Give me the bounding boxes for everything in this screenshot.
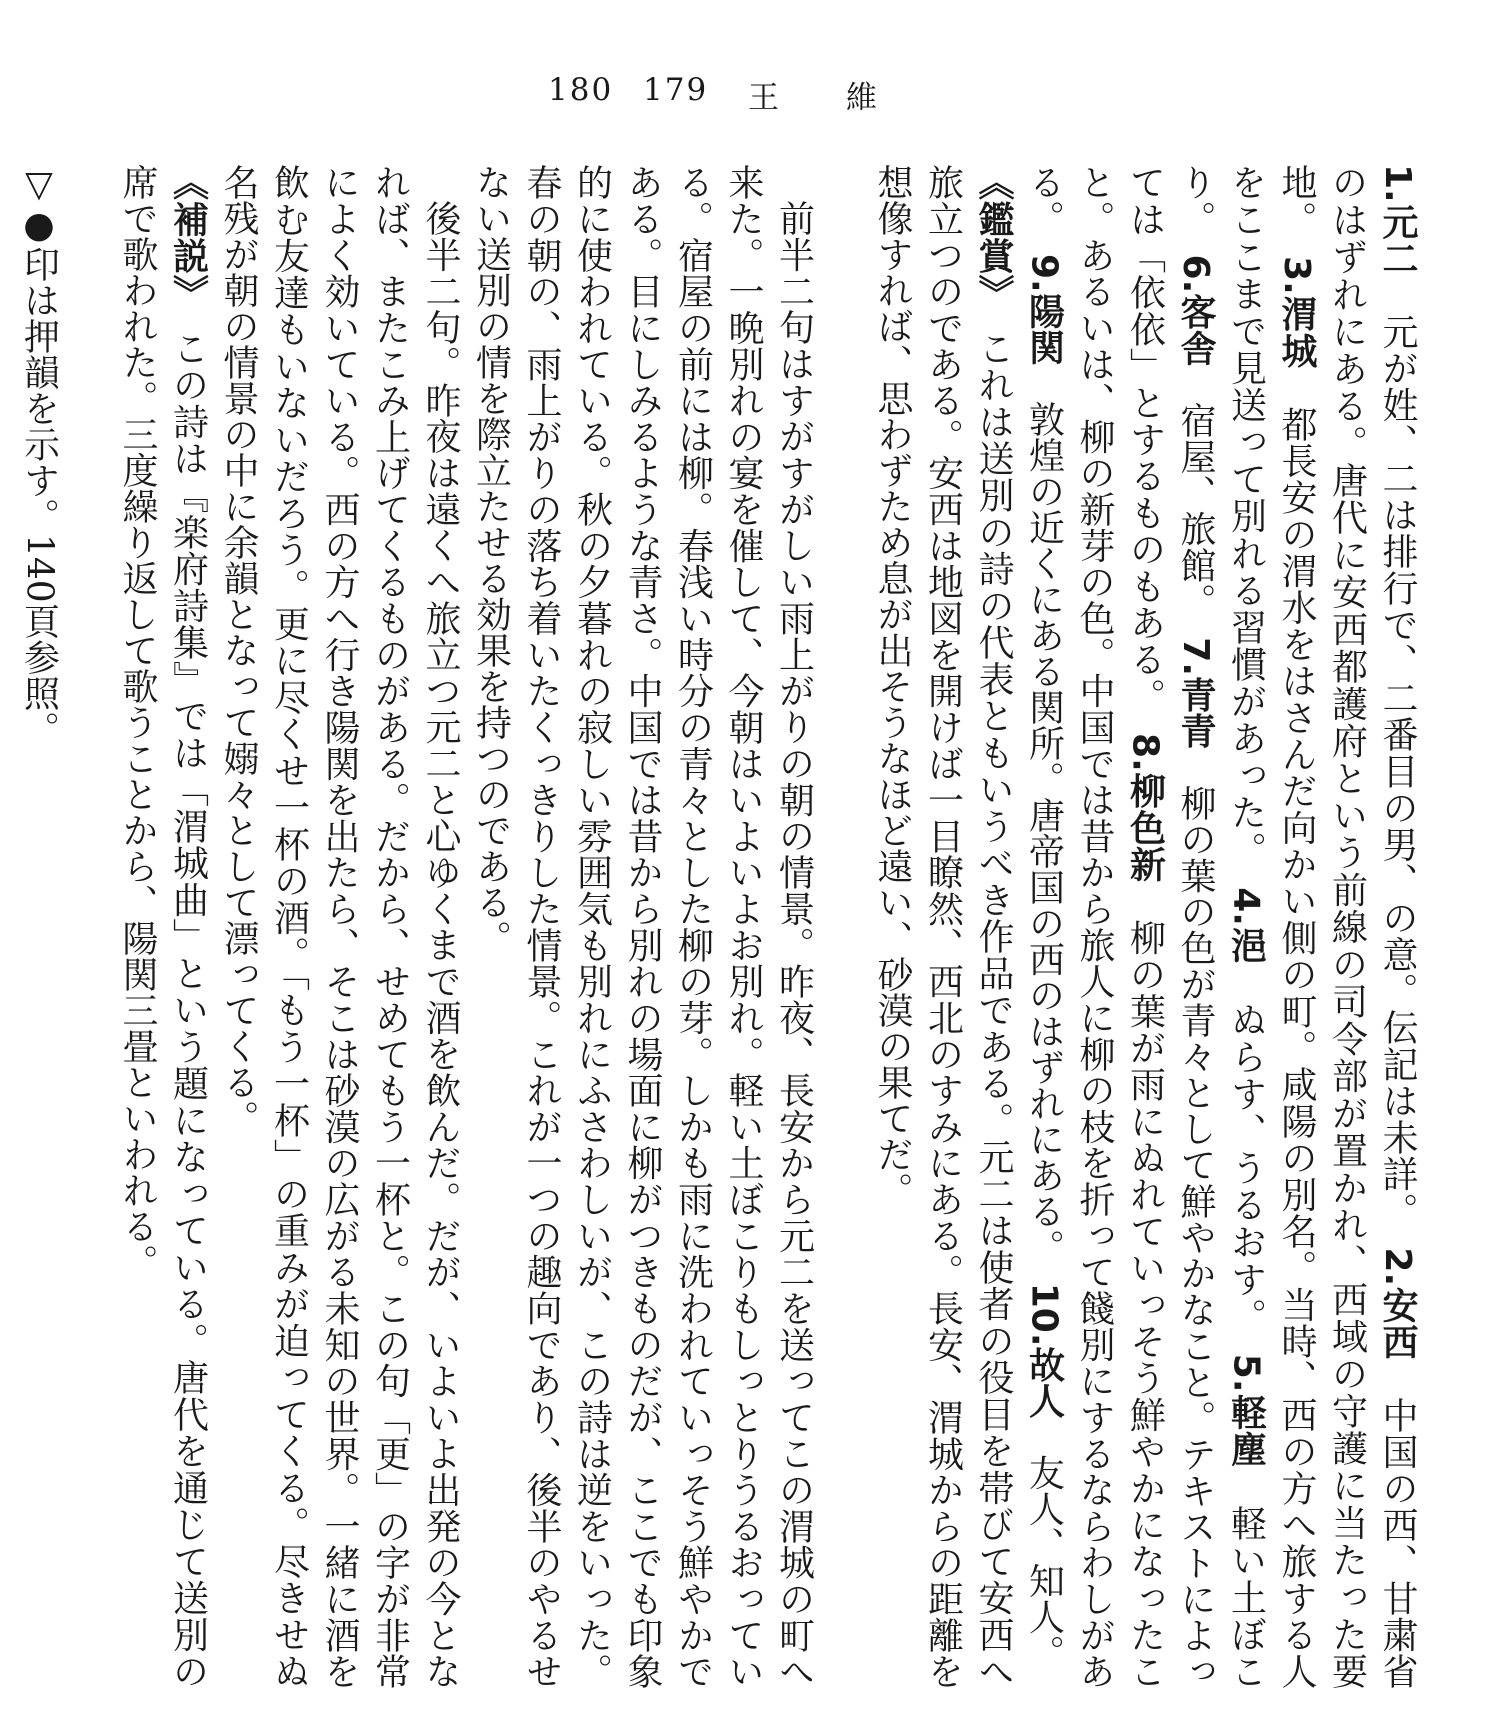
page-number-left: 180: [548, 72, 614, 108]
note-text: 中国の西、甘粛省のはずれにある。唐代に安西都護府という前線の司令部が置かれ、西域の守護に当たった要地。: [1276, 164, 1418, 1689]
note-term: 3.渭城: [1276, 256, 1317, 369]
note-term: 6.客舎: [1175, 254, 1216, 366]
note-text: 友人、知人。: [1023, 1454, 1065, 1653]
note-text: 軽い土ぼこり。: [1175, 164, 1267, 1690]
appreciation-text: これは送別の詩の代表ともいうべき作品である。元二は使者の役目を帯びて安西へ旅立つのである。安西は地図を開けば一目瞭然、西北のすみにある。長安、渭城からの距離を想像すれば、思わずため息が出そうなほど遠い、砂漠の果てだ。: [872, 164, 1014, 1690]
note-term: 5.軽塵: [1225, 1353, 1267, 1468]
annotation-notes: [1018, 164, 1422, 1689]
note-text: 宿屋、旅館。: [1175, 402, 1216, 602]
supplement-heading: 《補説》: [167, 164, 209, 294]
note-text: 敦煌の近くにある関所。唐帝国の西のはずれにある。: [1023, 400, 1065, 1247]
note-term: 7.青青: [1175, 637, 1216, 749]
note-term: 8.柳色新: [1124, 733, 1166, 883]
note-text: 柳の葉の色が青々として鮮やかなこと。テキストによっては「依依」とするものもある。: [1124, 164, 1216, 1690]
note-text: ぬらす、うるおす。: [1225, 1001, 1267, 1317]
page-number-right: 179: [643, 72, 709, 108]
appreciation-paragraph: 前半二句はすがすがしい雨上がりの朝の情景。昨夜、長安から元二を送ってこの渭城の町へ来た。一晩別れの宴を催して、今朝はいよいよお別れ。軽い土ぼこりもしっとりうるおっている。宿屋の前には柳。春浅い時分の青々とした柳の芽。しかも雨に洗われていっそう鮮やかである。目にしみるような青さ。中国では昔から別れの場面に柳がつきものだが、ここでも印象的に使われている。秋の夕暮れの寂しい雰囲気も別れにふさわしいが、この詩は逆をいった。春の朝の、雨上がりの落ち着いたくっきりした情景。これが一つの趣向であり、後半のやるせない送別の情を際立たせる効果を持つのである。: [470, 164, 815, 1690]
note-term: 1.元二: [1377, 164, 1418, 277]
rhyme-marker-icon: ▽●: [18, 164, 60, 246]
note-text: 柳の葉が雨にぬれていっそう鮮やかになったこと。あるいは、柳の新芽の色。中国では昔から旅人に柳の枝を折って餞別にするならわしがある。: [1023, 164, 1166, 1690]
vertical-text-body: [18, 164, 1422, 1690]
rhyme-legend: [13, 164, 64, 1689]
running-title: 王 維: [748, 80, 895, 116]
page-header: [0, 72, 1488, 122]
rhyme-legend-text: 印は押韻を示す。140頁参照。: [18, 246, 60, 747]
note-term: 4.浥: [1225, 887, 1267, 965]
note-text: 都長安の渭水をはさんだ向かい側の町。咸陽の別名。当時、西の方へ旅する人をここまで見送って別れる習慣があった。: [1225, 164, 1317, 1690]
appreciation-first-paragraph: [867, 164, 1019, 1689]
note-term: 10.故人: [1023, 1282, 1065, 1419]
appreciation-paragraph: 後半二句。昨夜は遠くへ旅立つ元二と心ゆくまで酒を飲んだ。だが、いよいよ出発の今となれば、またこみ上げてくるものがある。だから、せめてもう一杯と。この句「更」の字が非常によく効いている。西の方へ行き陽関を出たら、そこは砂漠の広がる未知の世界。一緒に酒を飲む友達もいないだろう。更に尽くせ一杯の酒。「もう一杯」の重みが迫ってくる。尽きせぬ名残が朝の情景の中に余韻となって嫋々として漂ってくる。: [218, 164, 461, 1690]
appreciation-heading: 《鑑賞》: [973, 164, 1014, 294]
note-term: 9.陽関: [1023, 254, 1065, 365]
supplement-paragraph: [112, 164, 213, 1689]
note-text: 元が姓、二は排行で、二番目の男、の意。伝記は未詳。: [1377, 313, 1418, 1211]
note-term: 2.安西: [1377, 1247, 1418, 1361]
supplement-text: この詩は『楽府詩集』では「渭城曲」という題になっている。唐代を通じて送別の席で歌われた。三度繰り返して歌うことから、陽関三畳といわれる。: [117, 164, 209, 1690]
